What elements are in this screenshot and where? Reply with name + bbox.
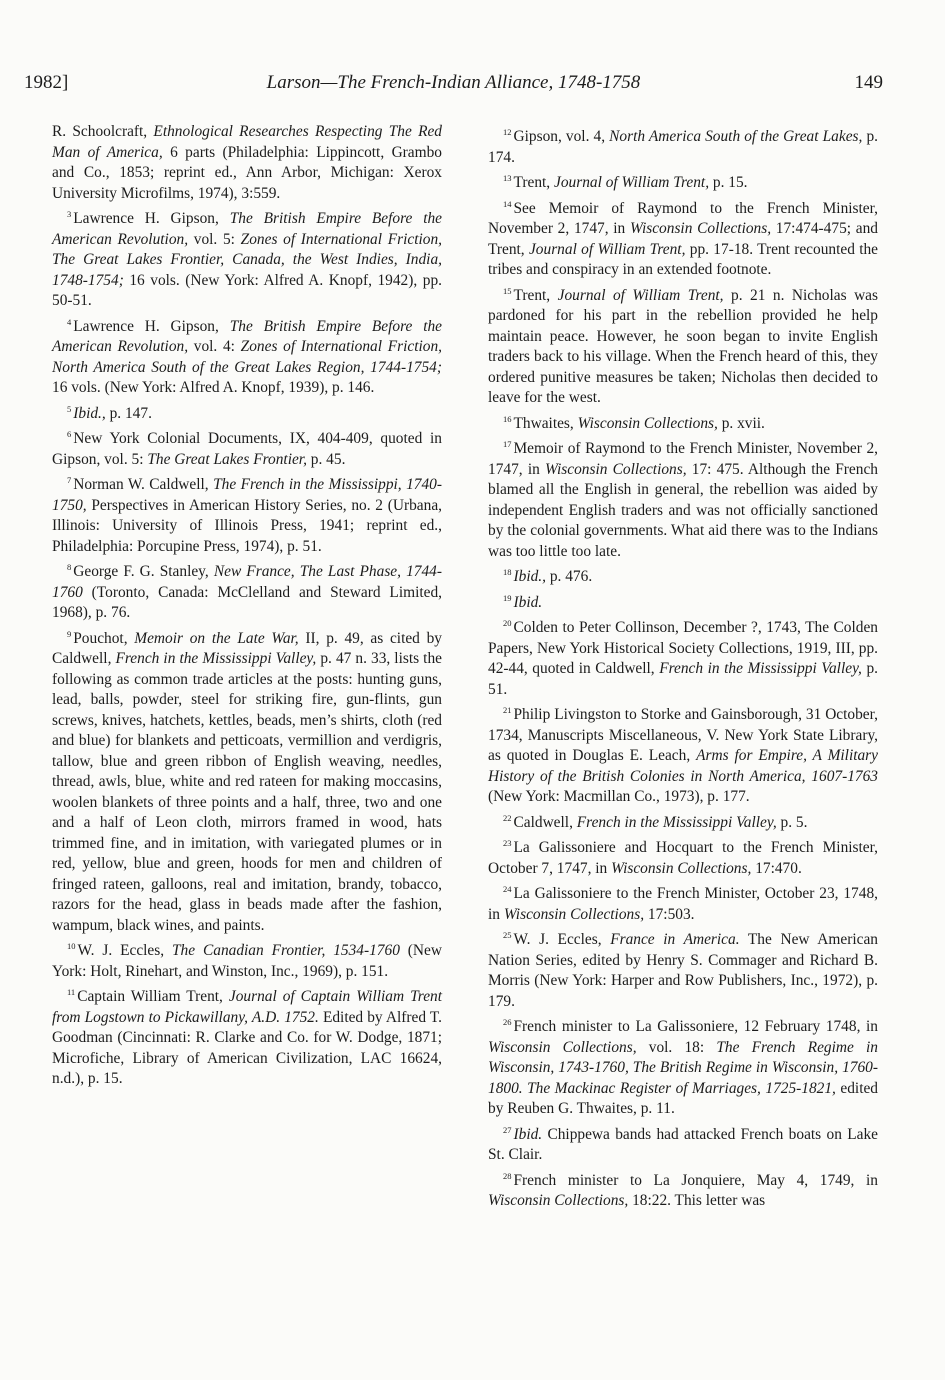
footnote-text: La Galissoniere to the French Minister, October 23, 1748, in xyxy=(488,885,878,923)
footnote-number: 26 xyxy=(503,1017,512,1027)
footnote-text: 17:474-475; and Trent, xyxy=(488,220,878,258)
footnote-number: 28 xyxy=(503,1170,512,1181)
footnote-number: 23 xyxy=(503,838,512,848)
footnote xyxy=(52,312,442,399)
footnote-text: p. 51. xyxy=(488,660,878,698)
footnote-number: 19 xyxy=(503,592,512,603)
footnote-text: Trent, xyxy=(513,286,558,304)
footnote-text: French minister to La Galissoniere, 12 February 1748, in xyxy=(513,1018,878,1035)
footnote-text: 16 vols. (New York: Alfred A. Knopf, 1939), p. 146. xyxy=(52,379,375,396)
footnote-text: Colden to Peter Collinson, December ?, 1743, The Colden Papers, New York Historical Society Collections, 1919, III, pp. 42-44, quoted in Caldwell, xyxy=(488,619,878,677)
footnote-text: p. 47 n. 33, lists the following as common trade articles at the posts: hunting guns, lead, balls, powder, steel for striking fire, gun-flints, gun screws, knives, hatchets, kettles, beads, men’s shirts, cloth (red and blue) for blankets and petticoats, vermillion and verdigris, tallow, blue and green ribbon of English weaving, needles, thread, awls, blue, white and red rateen for making moccasins, woolen blankets of three points and a half, three, two and one and a half of Leon cloth, mirrors framed in wood, hats trimmed fine, and in imitation, with variegated plumes or in red, yellow, blue and green, hoods for men and children of fringed rateen, galloons, real and imitation, brandy, tobacco, razors for the head, glass in beads made after the fashion, wampum, black wines, and paints. xyxy=(52,650,442,934)
footnote-italic-title: Wisconsin Collections, xyxy=(629,220,772,237)
footnote-number: 14 xyxy=(503,198,512,209)
footnote-number: 24 xyxy=(503,884,512,894)
footnote xyxy=(488,168,878,194)
footnote-number: 25 xyxy=(503,930,512,940)
footnote-text: W. J. Eccles, xyxy=(77,942,172,959)
footnote-italic-title: Zones of International Friction, The Great Lakes Frontier, Canada, the West Indies, India, 1748-1754; xyxy=(52,230,443,289)
footnote-number: 16 xyxy=(503,413,512,424)
footnote-italic-title: Ibid., xyxy=(73,404,106,422)
footnote-text: (Toronto, Canada: McClelland and Steward Limited, 1968), p. 76. xyxy=(52,583,442,621)
footnote-text: La Galissoniere and Hocquart to the French Minister, October 7, 1747, in xyxy=(488,839,878,877)
footnote-text: Thwaites, xyxy=(513,414,578,432)
footnote xyxy=(488,1166,878,1212)
footnote-number: 3 xyxy=(67,209,72,219)
footnote-italic-title: New France, The Last Phase, 1744-1760 xyxy=(52,563,442,601)
footnote-text: p. 174. xyxy=(488,128,879,166)
footnote xyxy=(52,557,442,624)
footnote-number: 12 xyxy=(503,127,512,137)
footnote-italic-title: The Great Lakes Frontier, xyxy=(147,450,307,468)
footnote xyxy=(488,588,878,614)
footnote-number: 11 xyxy=(67,987,76,997)
footnote-text: p. 476. xyxy=(546,568,593,585)
footnote xyxy=(488,562,878,588)
footnote xyxy=(488,613,878,700)
footnote xyxy=(488,833,878,879)
footnotes-right-column xyxy=(488,122,878,1212)
footnote-text: Trent, xyxy=(513,174,554,191)
footnote-italic-title: France in America. xyxy=(610,931,740,948)
footnote-text: p. 147. xyxy=(105,404,152,422)
footnote-text: 17:470. xyxy=(751,859,802,877)
footnote xyxy=(488,434,878,562)
footnote-italic-title: Journal of William Trent, xyxy=(553,174,710,191)
footnote-italic-title: The Canadian Frontier, 1534-1760 xyxy=(172,942,400,959)
footnote xyxy=(488,409,878,435)
footnote-italic-title: The French in the Mississippi, 1740-1750, xyxy=(52,476,442,514)
footnote-italic-title: Zones of International Friction, North America South of the Great Lakes Region, 1744-1754; xyxy=(52,338,443,376)
footnote xyxy=(488,925,878,1012)
footnote xyxy=(488,879,878,925)
footnote-number: 27 xyxy=(503,1124,512,1135)
footnotes-left-column xyxy=(52,122,442,1090)
running-header xyxy=(24,72,883,102)
footnote-number: 8 xyxy=(67,562,72,572)
footnote-italic-title: French in the Mississippi Valley, xyxy=(115,650,317,667)
footnote-number: 17 xyxy=(503,439,512,449)
footnote-italic-title: Journal of Captain William Trent from Logstown to Pickawillany, A.D. 1752. xyxy=(52,988,442,1026)
footnote-number: 9 xyxy=(67,628,72,639)
footnote-italic-title: Ethnological Researches Respecting The Red Man of America, xyxy=(52,123,442,161)
footnote xyxy=(52,122,442,204)
footnote xyxy=(488,700,878,808)
footnote-number: 5 xyxy=(67,403,72,414)
footnote xyxy=(52,982,442,1090)
footnote-text: R. Schoolcraft, xyxy=(52,123,154,140)
footnote-number: 7 xyxy=(67,475,72,485)
footnote-italic-title: Wisconsin Collections, xyxy=(488,1038,637,1056)
footnote-number: 6 xyxy=(67,429,72,439)
footnote-text: p. 5. xyxy=(776,813,808,831)
footnote xyxy=(488,194,878,281)
footnote-text: 16 vols. (New York: Alfred A. Knopf, 1942), pp. 50-51. xyxy=(52,271,442,309)
footnote-text: French minister to La Jonquiere, May 4, 1749, in xyxy=(513,1171,878,1189)
footnote-text: Memoir of Raymond to the French Minister, November 2, 1747, in xyxy=(488,440,878,478)
footnote-text: Chippewa bands had attacked French boats on Lake St. Clair. xyxy=(488,1125,878,1163)
footnote-number: 22 xyxy=(503,812,512,823)
footnote xyxy=(52,424,442,470)
footnote-text: Pouchot, xyxy=(73,629,135,647)
footnote-italic-title: Wisconsin Collections, xyxy=(488,1192,629,1209)
footnote-text: Captain William Trent, xyxy=(77,988,229,1005)
footnote xyxy=(52,470,442,557)
footnote-italic-title: Ibid. xyxy=(513,1125,543,1143)
footnote-text: vol. 18: xyxy=(636,1038,717,1056)
footnote-italic-title: Wisconsin Collections, xyxy=(611,859,752,877)
footnote-text: vol. 4: xyxy=(188,338,241,355)
footnote xyxy=(52,399,442,425)
footnote-text: edited by Reuben G. Thwaites, p. 11. xyxy=(488,1079,878,1117)
footnote-text: 17: 475. Although the French blamed all the English in general, the rebellion was aided by independent English traders and was not officially sanctioned by the colonial governments. What aid there was to the Indians was too little too late. xyxy=(488,460,878,560)
footnote-italic-title: Journal of William Trent, xyxy=(528,240,686,258)
footnote-text: 18:22. This letter was xyxy=(628,1192,766,1209)
footnote-italic-title: Wisconsin Collections, xyxy=(577,414,718,432)
footnote-number: 18 xyxy=(503,567,512,577)
footnote-italic-title: The British Empire Before the American Revolution, xyxy=(52,317,442,355)
footnote-text: Caldwell, xyxy=(513,813,577,831)
footnote-text: George F. G. Stanley, xyxy=(73,563,214,580)
footnote xyxy=(488,808,878,834)
footnote-text: Perspectives in American History Series, no. 2 (Urbana, Illinois: University of Illinois Press, 1941; reprint ed., Philadelphia: Porcupine Press, 1974), p. 51. xyxy=(52,496,442,555)
footnote-text: See Memoir of Raymond to the French Minister, November 2, 1747, in xyxy=(488,199,878,237)
footnote-italic-title: Wisconsin Collections, xyxy=(503,905,645,923)
footnote-text: 6 parts (Philadelphia: Lippincott, Grambo and Co., 1853; reprint ed., Ann Arbor, Michigan: Xerox University Microfilms, 1974), 3:559. xyxy=(52,143,442,202)
footnote-text: pp. 17-18. Trent recounted the tribes and conspiracy in an extended footnote. xyxy=(488,240,879,278)
footnote-italic-title: Memoir on the Late War, xyxy=(134,629,299,647)
footnote xyxy=(488,1012,878,1120)
footnote-text: Edited by Alfred T. Goodman (Cincinnati: R. Clarke and Co. for W. Dodge, 1871; Microfiche, Library of American Civilization, LAC 16624, n.d.), p. 15. xyxy=(52,1008,442,1087)
footnote-text: Philip Livingston to Storke and Gainsborough, 31 October, 1734, Manuscripts Miscellaneous, V. New York State Library, as quoted in Douglas E. Leach, xyxy=(488,706,878,764)
footnote-italic-title: Journal of William Trent, xyxy=(557,286,724,304)
footnote xyxy=(52,624,442,937)
footnote-italic-title: The French Regime in Wisconsin, 1743-1760, The British Regime in Wisconsin, 1760-1800. The Mackinac Register of Marriages, 1725-1821, xyxy=(488,1038,878,1097)
header-page-number: 149 xyxy=(854,72,883,93)
footnote-italic-title: French in the Mississippi Valley, xyxy=(659,660,862,677)
footnote-italic-title: French in the Mississippi Valley, xyxy=(576,813,777,831)
footnote-text: vol. 5: xyxy=(188,230,241,248)
header-year: 1982] xyxy=(24,72,69,93)
footnote-number: 15 xyxy=(503,285,512,296)
footnote-text: The New American Nation Series, edited by Henry S. Commager and Richard B. Morris (New York: Harper and Row Publishers, Inc., 1972), p. 179. xyxy=(488,931,878,1010)
footnote xyxy=(488,1120,878,1166)
footnote-text: p. 15. xyxy=(709,174,748,191)
footnote-text: p. 45. xyxy=(306,450,346,468)
footnote-italic-title: Wisconsin Collections, xyxy=(545,460,687,478)
header-running-title: Larson—The French-Indian Alliance, 1748-1758 xyxy=(266,72,641,93)
footnote-italic-title: The British Empire Before the American Revolution, xyxy=(52,210,442,248)
footnote-italic-title: North America South of the Great Lakes, xyxy=(609,128,863,145)
footnote-italic-title: Arms for Empire, A Military History of the British Colonies in North America, 1607-1763 xyxy=(488,747,879,785)
footnote xyxy=(52,936,442,982)
footnote-italic-title: Ibid. xyxy=(513,593,543,611)
footnote-text: II, p. 49, as cited by Caldwell, xyxy=(52,629,442,667)
footnote-number: 13 xyxy=(503,173,512,183)
footnote-text: 17:503. xyxy=(644,905,695,923)
footnote-number: 4 xyxy=(67,316,72,327)
footnote-number: 21 xyxy=(503,705,512,715)
footnote-text: p. xvii. xyxy=(717,414,765,432)
footnote xyxy=(52,204,442,312)
footnote-text: Lawrence H. Gipson, xyxy=(73,210,230,227)
footnote-number: 10 xyxy=(67,941,76,951)
footnote-text: (New York: Macmillan Co., 1973), p. 177. xyxy=(488,788,750,805)
footnote-text: Norman W. Caldwell, xyxy=(73,476,214,493)
footnote-text: p. 21 n. Nicholas was pardoned for his part in the rebellion provided he help maintain peace. However, he soon began to invite English traders back to his village. When the French heard of this, they ordered punitive measures be taken; Nicholas then decided to leave for the west. xyxy=(488,286,878,406)
footnote xyxy=(488,281,878,409)
footnote-text: Lawrence H. Gipson, xyxy=(73,317,230,335)
footnote-text: (New York: Holt, Rinehart, and Winston, Inc., 1969), p. 151. xyxy=(52,942,442,980)
footnote-text: Gipson, vol. 4, xyxy=(513,128,610,145)
footnote-number: 20 xyxy=(503,618,512,628)
footnote-text: New York Colonial Documents, IX, 404-409, quoted in Gipson, vol. 5: xyxy=(52,430,442,468)
footnote xyxy=(488,122,878,168)
footnote-italic-title: Ibid., xyxy=(513,568,546,585)
footnote-text: W. J. Eccles, xyxy=(513,931,611,948)
